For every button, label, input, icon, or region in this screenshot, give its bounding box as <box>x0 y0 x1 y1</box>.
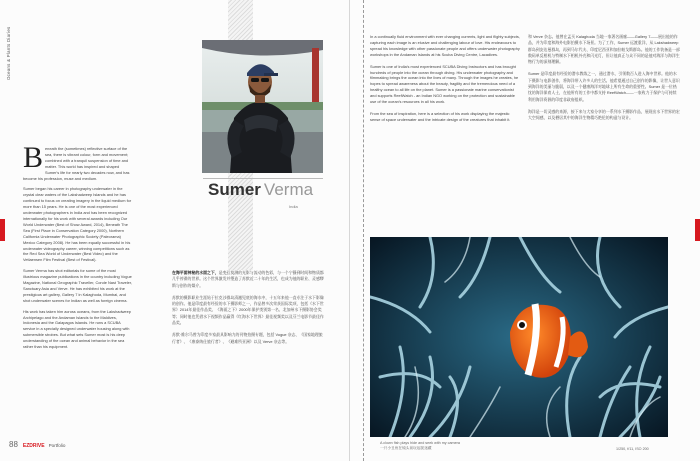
right-english-column <box>370 34 520 214</box>
photographer-name <box>208 180 313 200</box>
left-paragraph-4: His work has taken him across oceans, from the Lakshadweep Archipelago and the Andaman Islands to the Maldives, Indonesia and the Galapagos Islands. He runs a SCUBA service in a specially designed underwater housing along with submersible strobes. But what sets Sumer most is his deep understanding of the ocean and animal behavior in the sea rather than his equipment. <box>23 308 131 350</box>
right-paragraph-1: In a continually fluid environment with ever changing currents, light and flighty subjects, capturing each image is an elusive and challenging labour of love. His endeavours to spread his knowledge with other passionate people and offers underwater photography workshops in the Andaman Islands at his Scuba Diving Centre, Lacadives. <box>370 34 520 57</box>
photo-exif: 1/250, f/11, ISO 200 <box>616 447 649 451</box>
photo-caption-cn: 一只小丑鱼在镜头前玩起捉迷藏 <box>380 446 432 450</box>
right-paragraph-2: Sumer is one of India's most experienced SCUBA Diving Instructors and has brought hundreds of people into the ocean through diving. His underwater photography and filmmaking brings the ocean into the lives of many. Through the images he creates, he hopes to spread awareness about the beauty, fragility and the tremendous need of a healthy ocean to all life on the planet. Sumer is a passionate marine conservationist and supports ReefWatch - an Indian NGO working on the protection and sustainable use of the ocean's resources in all his work. <box>370 63 519 105</box>
clownfish-photo <box>370 237 668 437</box>
diver-portrait-illustration <box>202 40 323 173</box>
country-label: India <box>289 204 298 209</box>
section-name: Portfolio <box>48 443 66 448</box>
right-chinese-column <box>528 34 680 230</box>
magazine-logo: EZDRIVE <box>22 443 45 449</box>
page-footer <box>9 440 65 449</box>
cn-right-paragraph-1: 和 Verve 杂志。他曾在孟买 Kalaghoda 当地一家著名画廊——Gallery 7——展出他的作品，并为印度和海外电影拍摄水下场景。为了工作，Sumer 远渡重洋，从 Lakshadweep 群岛到安达曼群岛，再到马尔代夫、印度尼西亚和加拉帕戈斯群岛。他的工作装备是一部数码单反相机与特制水下相机外壳和闪光灯，但让他真正与众不同的是他对海洋与海洋生物行为的深刻理解。 <box>528 34 680 65</box>
left-red-tab <box>0 219 5 241</box>
name-last: Verma <box>263 180 314 199</box>
section-label: Oceans & Plants Diaries <box>6 26 11 80</box>
right-paragraph-3: From the sea of inspiration, here is a selection of his work displaying the majestic sense of space underwater and the intricate design of the creatures that inhabit it. <box>370 110 511 122</box>
left-paragraph-2: Sumer began his career in photography underwater in the crystal clear waters of the Lakshadweep Islands and he has continued to focus on creating imagery in the liquid medium for more than 15 years. He is one of the most experienced underwater photographers in India and has been recognized internationally for his work with several awards including Our World Underwater (Best of Show Award, 2014), Beneath The Sea (First Place in Conservation Category 2000), Northern California Underwater Photographic Society (Paleorama) Mexico Category 2008). He has been equally successful in his underwater videography career, winning competitions such as the Red Sea World of Underwater (Best Video) and the Vetlaensen Film Festival (Best of Festival). <box>23 186 132 263</box>
clownfish-illustration <box>370 237 668 437</box>
right-red-tab <box>695 219 700 241</box>
cn-left-paragraph-2: 苏默的摄影职业生涯始于拉克沙群岛清澈见底的海水中，十五年来他一直专注于水下影像的创作。他是印度最有经验的水下摄影师之一，作品曾多次荣获国际奖项，包括《水下世界》2014年最佳作品奖、《海面之下》2000年保护类别第一名、北加州水下摄影协会奖等；同时他也凭借水下视频作品赢得《红海水下世界》最佳视频奖以及芬兰电影节最佳作品奖。 <box>172 294 324 326</box>
cn-left-paragraph-1: 是变幻莫测的光影与流动的色彩，与一个宁静到时间和物质都几乎停滞的世界。这个世界激发并塑造了苏默近二十年的生活，也成为他的职业、灵感缪斯与创作的媒介。 <box>172 270 324 288</box>
left-english-column <box>23 146 133 436</box>
photo-caption-en: A clown fish plays hide and seek with my camera <box>380 441 460 445</box>
left-paragraph-3: Sumer Verma has shot editorials for some of the most illustrious magazine publications in the country including Vogue Magazine, National Geographic Traveller, Conde Nast Traveler, Sanctuary Asia and Verve. He has exhibited his work at the prestigious art gallery, Gallery 7 in Kalaghoda, Mumbai, and shot underwater scenes for Indian as well as foreign cinema. <box>23 268 132 303</box>
cn-left-paragraph-3: 苏默·维尔马曾为印度多家最具影响力的刊物拍摄专题，包括 Vogue 杂志、《国家地理旅行者》、《康泰纳仕旅行者》、《避难所亚洲》以及 Verve 杂志等。 <box>172 332 323 344</box>
name-first: Sumer <box>208 180 261 199</box>
name-divider <box>203 178 323 179</box>
fold-guide-line <box>363 0 364 461</box>
cn-right-paragraph-2: Sumer 是印度最有经验的潜水教练之一，通过潜水，引领数百人进入海中世界。他的水下摄影与电影创作，将海洋带入许多人的生活。他希望通过自己创作的影像，让世人意识到海洋的美丽与脆弱，以及一个健康海洋对地球上所有生命的重要性。Sumer 是一位热忱的海洋保育人士，在他所有的工作中都支持 ReefWatch——一家致力于保护与可持续利用海洋资源的印度非政府组织。 <box>528 71 680 102</box>
cn-title: 在海平面神秘的水面之下， <box>172 270 219 275</box>
left-paragraph-1: eneath the (sometimes) reflective surface of the sea, there is vibrant colour, form and movement; combined with a tranquil suspension of time and matter. This world has inspired and shaped Sumer's life for nearly two decades now, and has become his profession, muse and medium. <box>23 146 130 181</box>
diver-portrait-photo <box>202 40 323 173</box>
page-number: 88 <box>9 440 18 449</box>
left-chinese-column <box>172 270 324 438</box>
photo-caption <box>380 441 460 451</box>
cn-right-paragraph-3: 海洋是一切灵感的来源，接下来与大家分享的一系列水下摄影作品，展现出水下世界的宏大空间感，以及栖居其中的海洋生物精巧绝伦的构造与设计。 <box>528 108 680 121</box>
dropcap: B <box>23 146 44 174</box>
